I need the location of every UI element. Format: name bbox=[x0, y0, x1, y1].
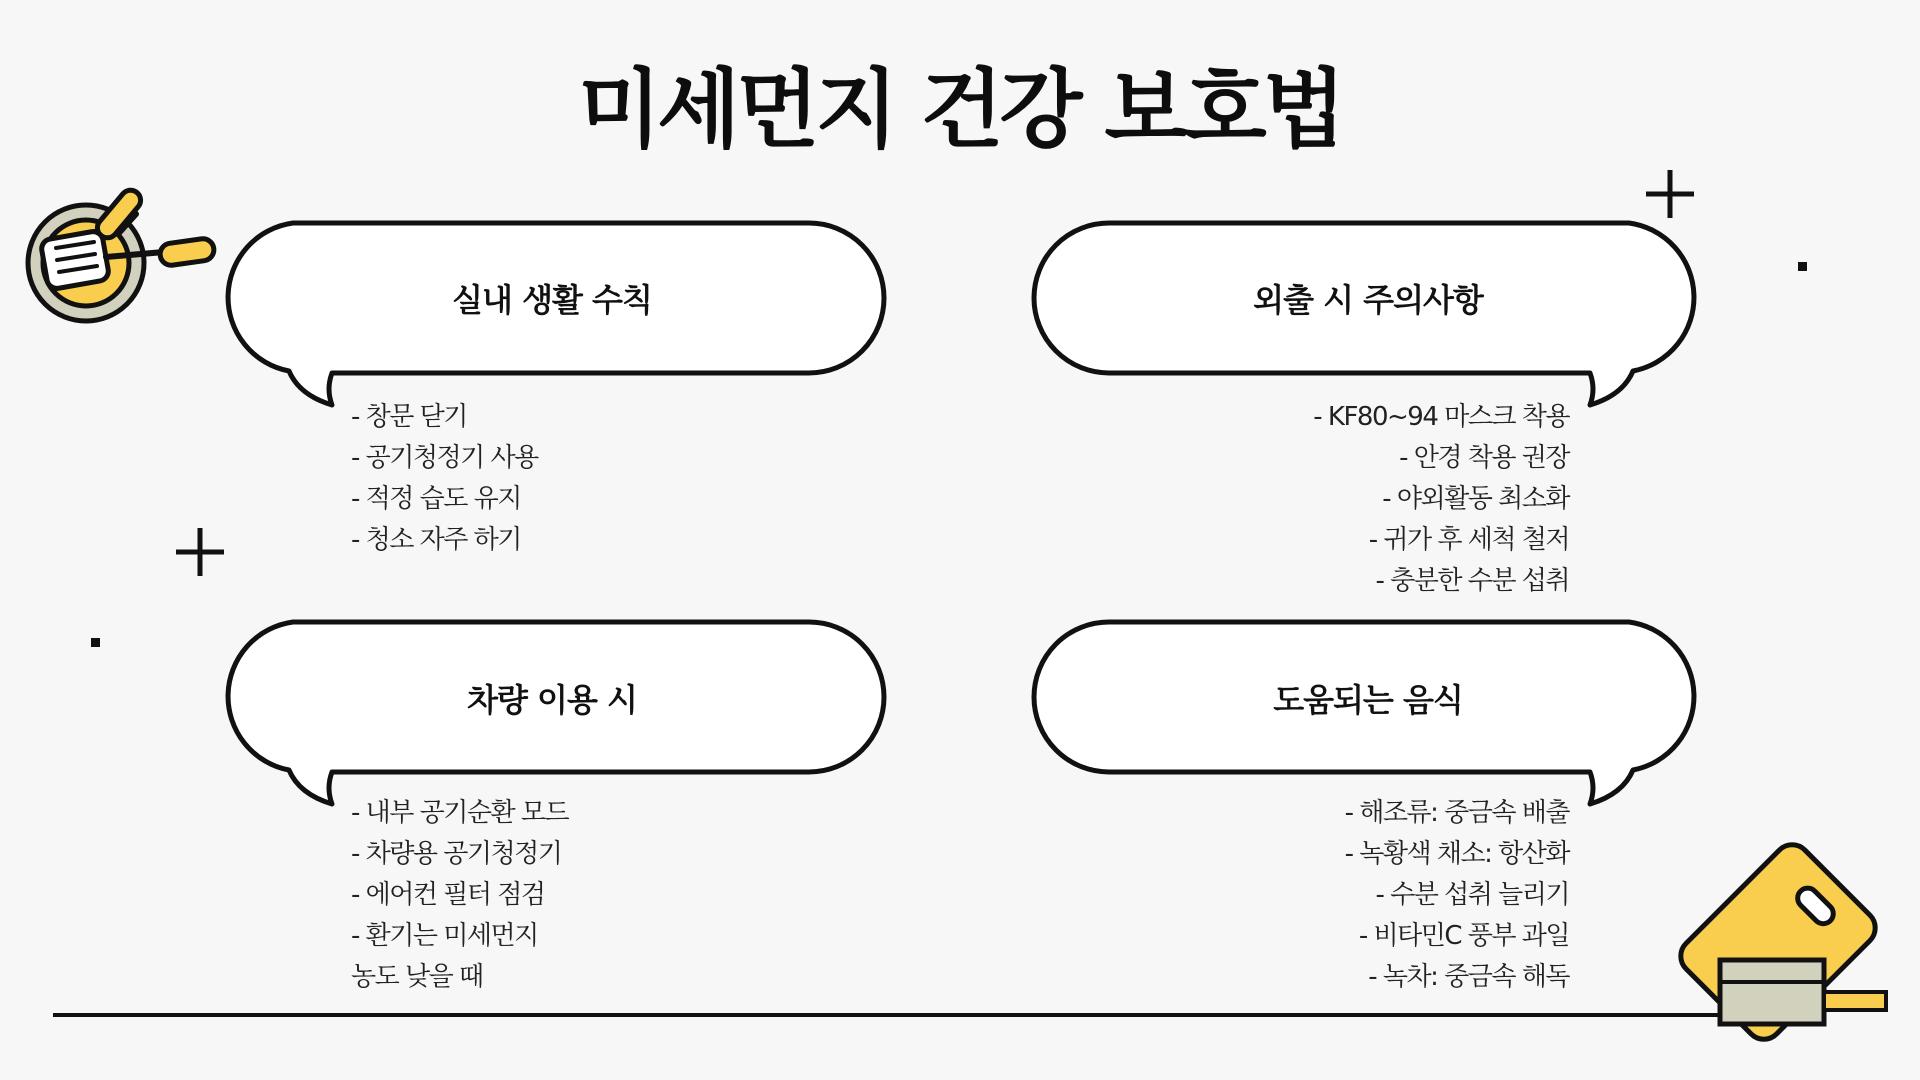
list-item: - 환기는 미세먼지 bbox=[351, 921, 538, 951]
list-item: - 내부 공기순환 모드 bbox=[351, 798, 569, 828]
list-item: - 녹차: 중금속 해독 bbox=[1368, 962, 1569, 992]
cutting-board-icon bbox=[1668, 840, 1900, 1052]
list-item: - 녹황색 채소: 항산화 bbox=[1344, 839, 1569, 869]
dot-icon bbox=[1798, 262, 1808, 272]
list-item: - 야외활동 최소화 bbox=[1382, 484, 1569, 514]
list-item: - 공기청정기 사용 bbox=[351, 443, 538, 473]
list-item: - 적정 습도 유지 bbox=[351, 484, 521, 514]
list-item: - 안경 착용 권장 bbox=[1399, 443, 1569, 473]
frying-pan-icon bbox=[14, 160, 214, 335]
indoor-tips-list bbox=[351, 397, 771, 561]
list-item: - 청소 자주 하기 bbox=[351, 525, 521, 555]
list-item: - 창문 닫기 bbox=[351, 402, 467, 432]
divider-line bbox=[53, 1013, 1733, 1017]
list-item: - 비타민C 풍부 과일 bbox=[1358, 921, 1569, 951]
dot-icon bbox=[91, 638, 101, 648]
page-title: 미세먼지 건강 보호법 bbox=[578, 60, 1342, 160]
list-item: - 에어컨 필터 점검 bbox=[351, 880, 545, 910]
food-tips-list bbox=[1169, 793, 1569, 998]
outdoor-tips-list bbox=[1169, 397, 1569, 602]
list-item: - 수분 섭취 늘리기 bbox=[1375, 880, 1569, 910]
section-heading-indoor: 실내 생활 수칙 bbox=[452, 281, 652, 319]
list-item: - 충분한 수분 섭취 bbox=[1375, 566, 1569, 596]
section-heading-outdoor: 외출 시 주의사항 bbox=[1253, 281, 1483, 319]
plus-icon bbox=[1644, 168, 1696, 220]
plus-icon bbox=[174, 526, 226, 578]
section-heading-food: 도움되는 음식 bbox=[1273, 681, 1463, 719]
vehicle-tips-list bbox=[351, 793, 771, 998]
list-item: - 귀가 후 세척 철저 bbox=[1368, 525, 1569, 555]
list-item: - KF80~94 마스크 착용 bbox=[1313, 402, 1569, 432]
list-item: - 해조류: 중금속 배출 bbox=[1344, 798, 1569, 828]
list-item: - 차량용 공기청정기 bbox=[351, 839, 562, 869]
section-heading-vehicle: 차량 이용 시 bbox=[467, 681, 637, 719]
list-item: 농도 낮을 때 bbox=[351, 962, 483, 992]
